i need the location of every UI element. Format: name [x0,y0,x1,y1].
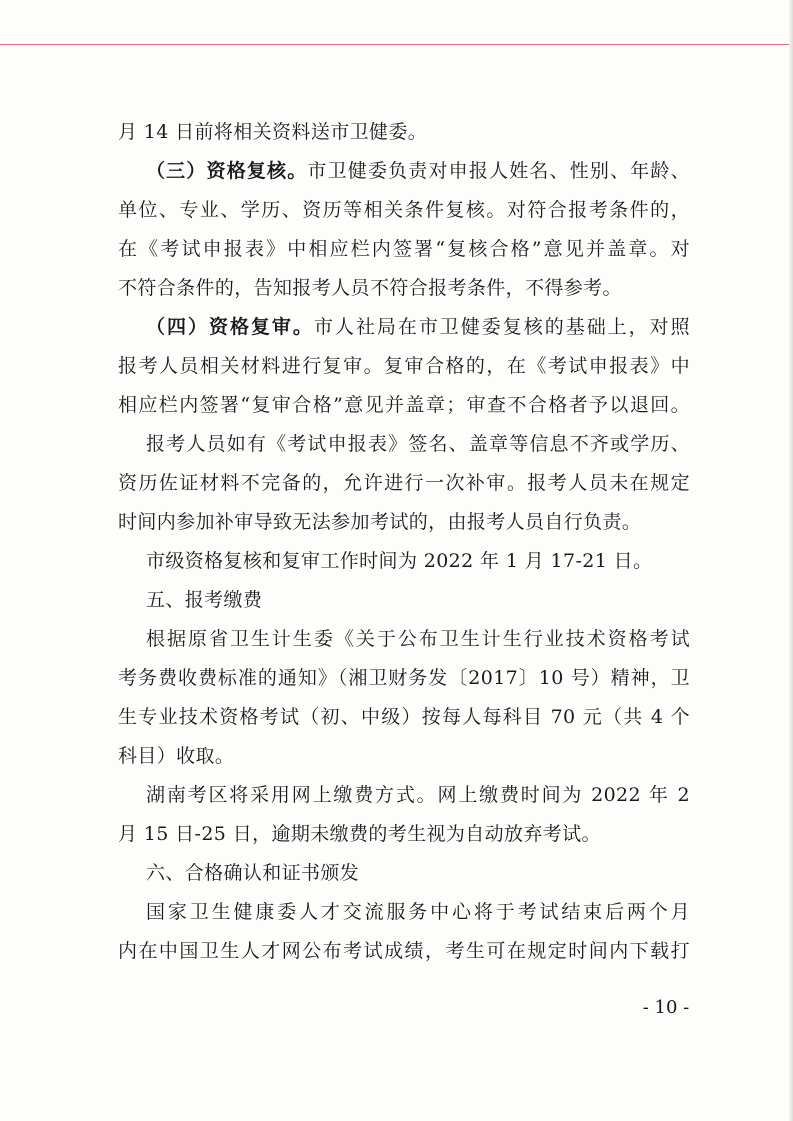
paragraph-line: 根据原省卫生计生委《关于公布卫生计生行业技术资格考试 [146,628,690,650]
paragraph-line: 生专业技术资格考试（初、中级）按每人每科目 70 元（共 4 个 [118,706,690,728]
section-four-line: （四）资格复审。市人社局在市卫健委复核的基础上，对照 [146,316,691,338]
paragraph-line: 时间内参加补审导致无法参加考试的，由报考人员自行负责。 [118,511,642,533]
paragraph-line: 考务费收费标准的通知》（湘卫财务发〔2017〕10 号）精神，卫 [118,667,690,689]
header-rule [0,44,793,45]
paragraph-line: 资历佐证材料不完备的，允许进行一次补审。报考人员未在规定 [118,472,690,494]
section-five-heading: 五、报考缴费 [146,589,263,611]
paragraph-line: 报考人员相关材料进行复审。复审合格的，在《考试申报表》中 [118,355,690,377]
section-four-heading: （四）资格复审。 [146,316,314,338]
section-three-line: （三）资格复核。市卫健委负责对申报人姓名、性别、年龄、 [146,160,690,182]
paragraph-line: 市级资格复核和复审工作时间为 2022 年 1 月 17-21 日。 [146,550,653,572]
paragraph-line: 不符合条件的，告知报考人员不符合报考条件，不得参考。 [118,277,622,299]
paragraph-line: 月 14 日前将相关资料送市卫健委。 [118,121,428,143]
paragraph-line: 在《考试申报表》中相应栏内签署“复核合格”意见并盖章。对 [118,238,690,260]
paragraph-line: 单位、专业、学历、资历等相关条件复核。对符合报考条件的， [118,199,690,221]
paragraph-line: 相应栏内签署“复审合格”意见并盖章；审查不合格者予以退回。 [118,394,690,416]
paragraph-line: 湖南考区将采用网上缴费方式。网上缴费时间为 2022 年 2 [146,784,690,806]
paragraph-line: 科目）收取。 [118,745,235,767]
paragraph-line: 国家卫生健康委人才交流服务中心将于考试结束后两个月 [146,901,690,923]
page-number: - 10 - [642,997,690,1018]
paragraph-line: 报考人员如有《考试申报表》签名、盖章等信息不齐或学历、 [146,433,690,455]
section-three-heading: （三）资格复核。 [146,160,308,182]
scan-edge [789,0,793,1121]
paragraph-line: 月 15 日-25 日，逾期未缴费的考生视为自动放弃考试。 [118,823,601,845]
paragraph-line: 内在中国卫生人才网公布考试成绩，考生可在规定时间内下载打 [118,940,690,962]
section-six-heading: 六、合格确认和证书颁发 [146,862,360,884]
